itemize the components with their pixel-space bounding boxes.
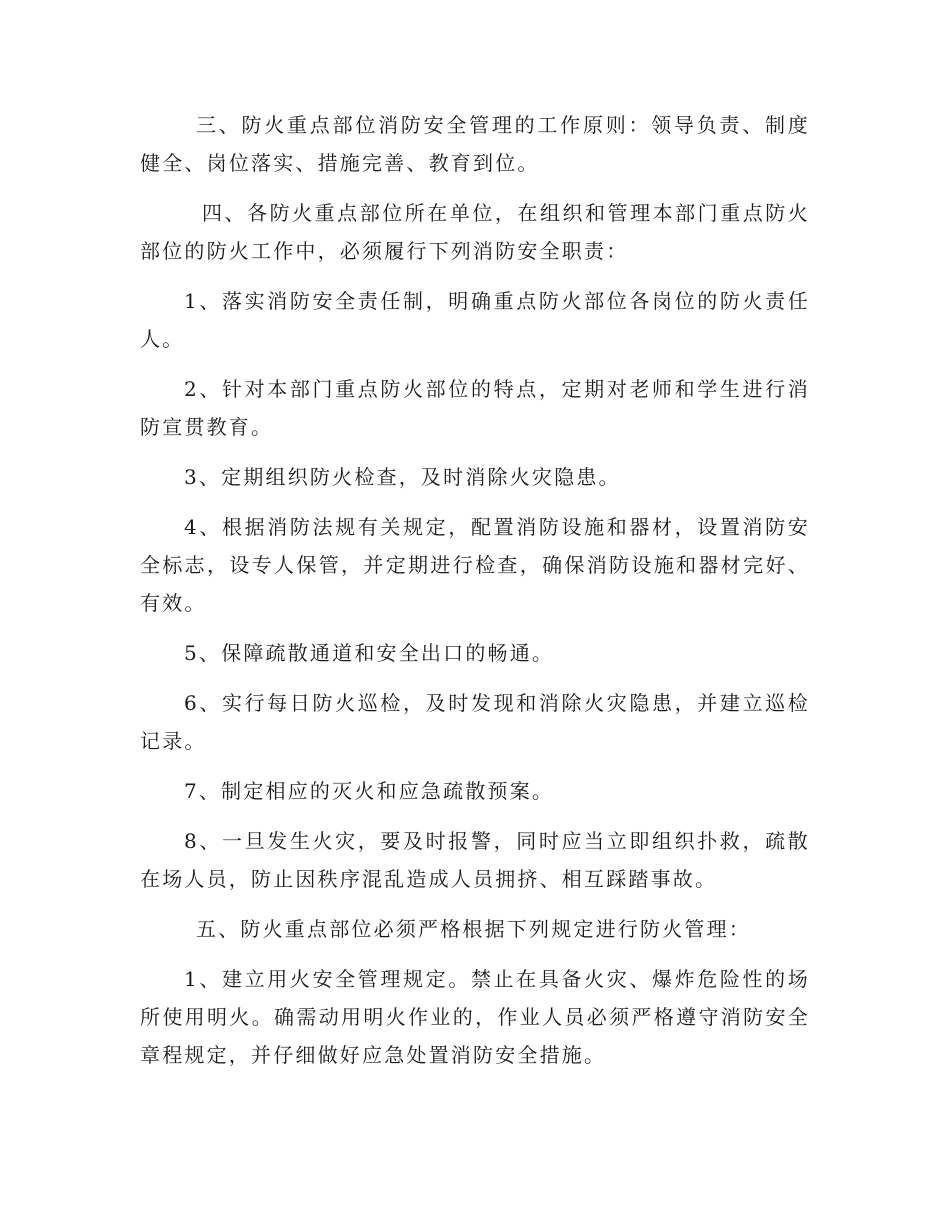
- paragraph-section-4: 四、各防火重点部位所在单位，在组织和管理本部门重点防火部位的防火工作中，必须履行下列消防安全职责：: [140, 201, 810, 263]
- paragraph-item-8: 8、一旦发生火灾，要及时报警，同时应当立即组织扑救，疏散在场人员，防止因秩序混乱造成人员拥挤、相互踩踏事故。: [140, 829, 810, 891]
- paragraph-item-4: 4、根据消防法规有关规定，配置消防设施和器材，设置消防安全标志，设专人保管，并定期进行检查，确保消防设施和器材完好、有效。: [140, 515, 810, 615]
- paragraph-item-7: 7、制定相应的灭火和应急疏散预案。: [184, 779, 555, 803]
- paragraph-item-1: 1、落实消防安全责任制，明确重点防火部位各岗位的防火责任人。: [140, 289, 810, 351]
- paragraph-section-5-item-1: 1、建立用火安全管理规定。禁止在具备火灾、爆炸危险性的场所使用明火。确需动用明火作业的，作业人员必须严格遵守消防安全章程规定，并仔细做好应急处置消防安全措施。: [140, 967, 810, 1067]
- document-body: [140, 106, 810, 1074]
- paragraph-section-5: 五、防火重点部位必须严格根据下列规定进行防火管理：: [196, 917, 751, 941]
- paragraph-item-6: 6、实行每日防火巡检，及时发现和消除火灾隐患，并建立巡检记录。: [140, 691, 810, 753]
- paragraph-item-3: 3、定期组织防火检查，及时消除火灾隐患。: [184, 465, 621, 489]
- paragraph-item-2: 2、针对本部门重点防火部位的特点，定期对老师和学生进行消防宣贯教育。: [140, 377, 810, 439]
- paragraph-item-5: 5、保障疏散通道和安全出口的畅通。: [184, 641, 555, 665]
- paragraph-section-3: 三、防火重点部位消防安全管理的工作原则：领导负责、制度健全、岗位落实、措施完善、教育到位。: [140, 113, 810, 175]
